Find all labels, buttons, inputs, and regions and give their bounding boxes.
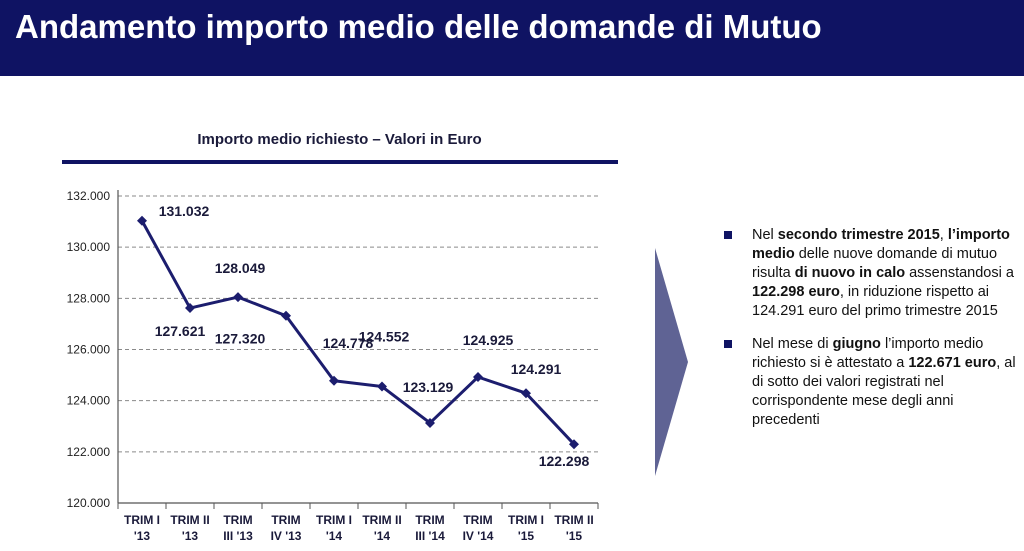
x-tick-label: '15 (565, 529, 583, 543)
note-text: assenstandosi a (905, 265, 1014, 281)
y-tick-label: 130.000 (66, 240, 110, 255)
note-text: secondo trimestre 2015 (777, 227, 940, 243)
note-item (724, 226, 1019, 321)
data-label: 124.552 (358, 328, 410, 345)
data-label: 128.049 (214, 260, 266, 277)
note-text: delle nuove domande di mutuo risulta (752, 246, 998, 281)
data-label: 131.032 (158, 202, 210, 219)
y-tick-label: 122.000 (66, 444, 110, 459)
y-tick-label: 128.000 (66, 291, 110, 306)
note-text: , al di sotto dei valori registrati nel corrispondente mese degli anni precedenti (752, 355, 1016, 428)
x-tick-label: TRIM II (362, 513, 402, 527)
x-tick-label: '15 (517, 529, 535, 543)
x-tick-label: TRIM II (554, 513, 594, 527)
data-label: 124.925 (462, 332, 514, 349)
data-label: 122.298 (538, 453, 590, 470)
note-text: di nuovo in calo (794, 265, 906, 281)
note-text: , in riduzione rispetto ai 124.291 euro del primo trimestre 2015 (752, 284, 998, 319)
chart-title: Importo medio richiesto – Valori in Euro (197, 131, 482, 148)
square-bullet-icon (724, 231, 732, 239)
data-label: 124.778 (322, 334, 374, 351)
x-tick-label: TRIM (271, 513, 301, 527)
x-tick-label: III '13 (223, 529, 253, 543)
square-bullet-icon (724, 340, 732, 348)
x-tick-label: TRIM I (316, 513, 352, 527)
page-title: Andamento importo medio delle domande di Mutuo (15, 8, 822, 45)
x-tick-label: '14 (325, 529, 343, 543)
x-tick-label: IV '13 (270, 529, 302, 543)
chevron-arrow-shape (655, 248, 688, 476)
note-text: giugno (832, 336, 881, 352)
note-text: 122.671 euro (908, 355, 997, 371)
note-text: Nel (752, 227, 778, 243)
y-tick-label: 120.000 (66, 496, 110, 510)
x-tick-label: '13 (133, 529, 151, 543)
note-text: , (939, 227, 948, 243)
data-label: 127.621 (154, 323, 206, 340)
note-text: 122.298 euro (752, 284, 840, 300)
x-tick-label: TRIM (415, 513, 445, 527)
data-label: 124.291 (510, 361, 562, 378)
x-tick-label: TRIM (463, 513, 493, 527)
y-tick-label: 132.000 (66, 189, 110, 203)
note-text: l’importo medio richiesto si è attestato a (752, 336, 984, 371)
x-tick-label: IV '14 (462, 529, 494, 543)
note-text: l’importo medio (752, 227, 1010, 262)
notes-list (724, 226, 1019, 444)
x-tick-label: TRIM II (170, 513, 210, 527)
x-tick-label: TRIM I (508, 513, 544, 527)
note-item (724, 335, 1019, 430)
x-tick-label: '14 (373, 529, 391, 543)
data-label: 123.129 (402, 378, 454, 395)
y-tick-label: 124.000 (66, 393, 110, 408)
data-label: 127.320 (214, 330, 266, 347)
x-tick-label: '13 (181, 529, 199, 543)
y-tick-label: 126.000 (66, 342, 110, 357)
x-tick-label: III '14 (415, 529, 445, 543)
x-tick-label: TRIM (223, 513, 253, 527)
note-text: Nel mese di (752, 336, 833, 352)
x-tick-label: TRIM I (124, 513, 160, 527)
